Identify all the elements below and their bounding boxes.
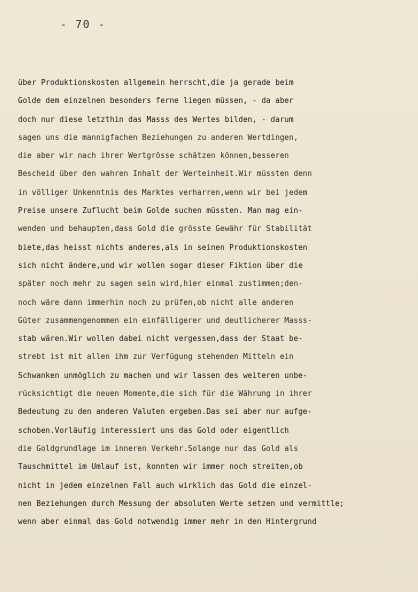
text-line: Tauschmittel im Umlauf ist, konnten wir immer noch streiten,ob [18,462,303,472]
text-line: Bescheid über den wahren Inhalt der Werteinheit.Wir müssten denn [18,169,312,179]
text-line: noch wäre dann immerhin noch zu prüfen,ob nicht alle anderen [18,297,294,307]
text-line: über Produktionskosten allgemein herrscht,die ja gerade beim [18,78,294,87]
text-line: stab wären.Wir wollen dabei nicht vergessen,dass der Staat be- [18,334,303,344]
text-line: die Goldgrundlage im inneren Verkehr.Solange nur das Gold als [18,443,299,453]
text-line: Schwanken unmöglich zu machen und wir lassen des weiteren unbe- [18,370,308,380]
text-line: wenn aber einmal das Gold notwendig immer mehr in den Hintergrund [18,517,317,527]
text-line: nen Beziehungen durch Messung der absoluten Werte setzen und vermittle; [18,498,345,508]
text-line: Golde dem einzelnen besonders ferne liegen müssen, - da aber [18,96,294,106]
text-line: doch nur diese letzthin das Masss des Wertes bilden, - darum [18,114,294,124]
page-number: - 70 - [60,18,106,31]
text-line: sich nicht ändere,und wir wollen sogar dieser Fiktion über die [18,260,303,270]
text-line: Bedeutung zu den anderen Valuten ergeben.Das sei aber nur aufge- [18,407,312,417]
text-line: in völliger Unkenntnis des Marktes verharren,wenn wir bei jedem [18,187,308,197]
text-line: Güter zusammengenommen ein einfälligerer und deutlicherer Masss- [18,315,312,325]
text-line: schoben.Vorläufig interessiert uns das Gold oder eigentlich [18,425,290,435]
text-line: nicht in jedem einzelnen Fall auch wirklich das Gold die einzel- [18,480,312,490]
text-line: rücksichtigt die neuen Momente,die sich für die Währung in ihrer [18,389,312,399]
text-line: später noch mehr zu sagen sein wird,hier einmal zustimmen;den- [18,279,303,289]
text-line: biete,das heisst nichts anderes,als in seinen Produktionskosten [18,242,308,252]
text-line: Preise unsere Zuflucht beim Golde suchen müssten. Man mag ein- [18,206,303,216]
text-line: strebt ist mit allen ihm zur Verfügung stehenden Mitteln ein [18,352,294,362]
text-line: wenden und behaupten,dass Gold die grösste Gewähr für Stabilität [18,224,312,234]
body-text [18,74,410,531]
text-line: sagen uns die mannigfachen Beziehungen zu anderen Wertdingen, [18,132,299,142]
text-line: die aber wir nach ihrer Wertgrösse schätzen können,besseren [18,151,290,161]
